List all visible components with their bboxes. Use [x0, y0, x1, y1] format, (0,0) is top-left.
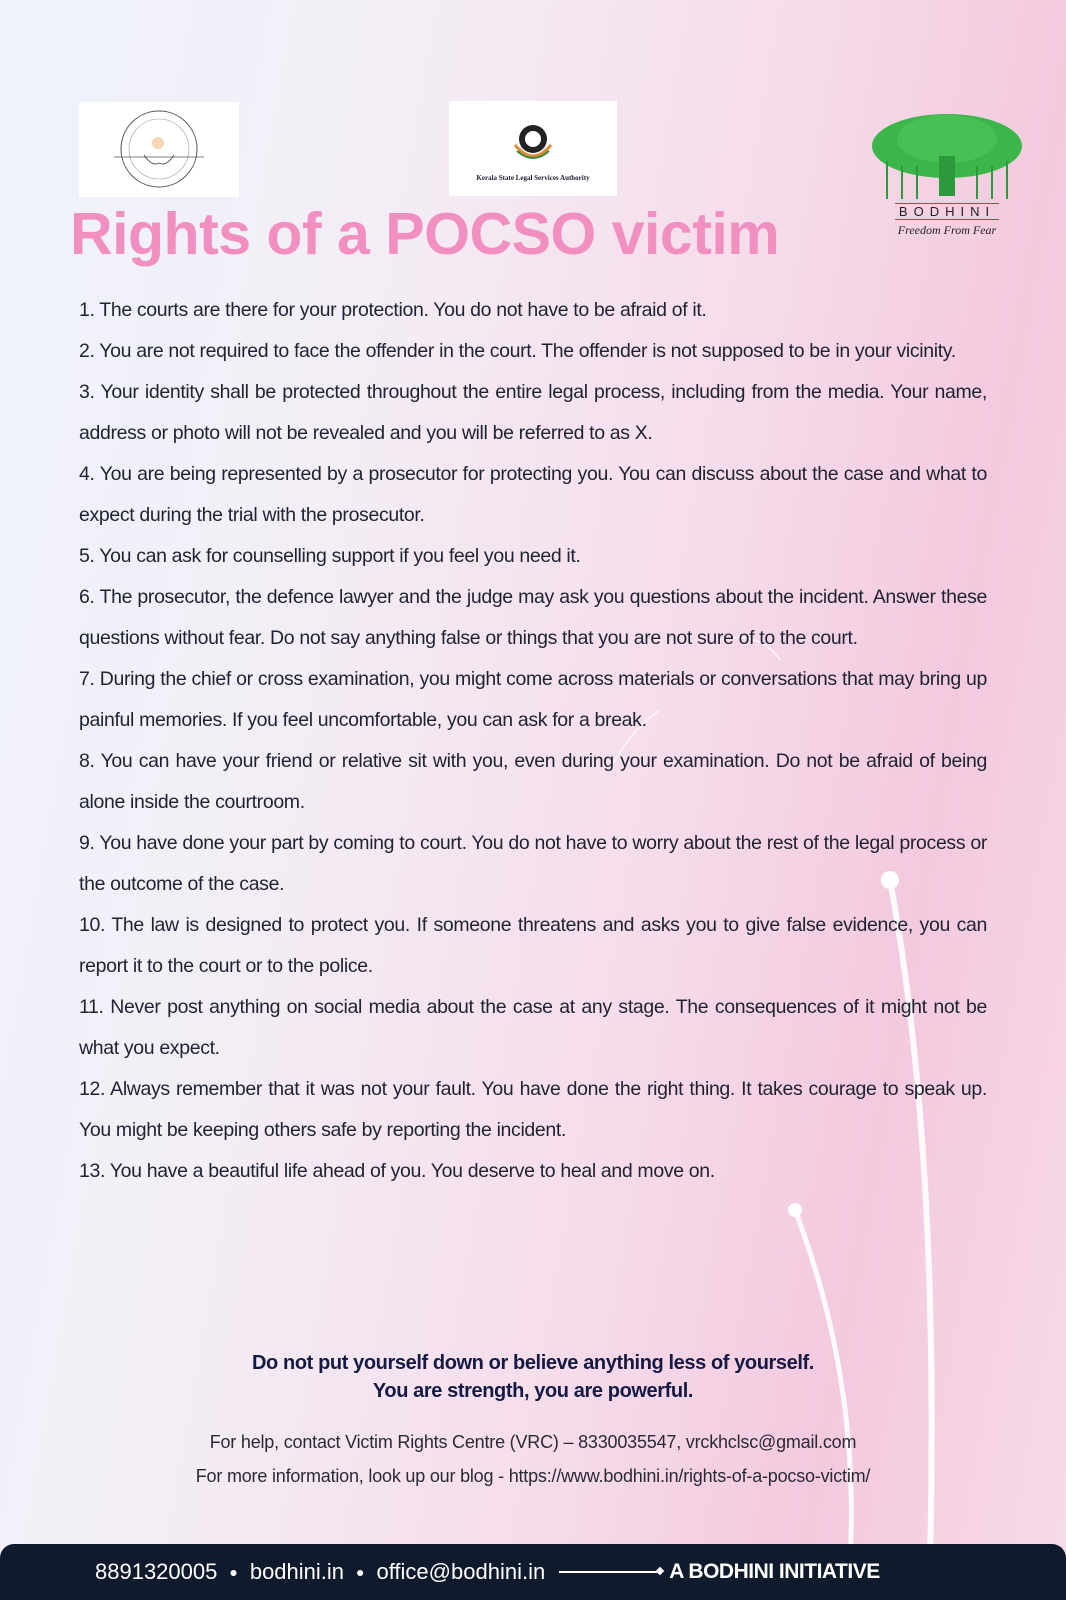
separator-dot: ●	[356, 1564, 365, 1580]
bodhini-wordmark: BODHINI	[895, 203, 999, 220]
bodhini-tagline: Freedom From Fear	[897, 222, 997, 237]
footer-email[interactable]: office@bodhini.in	[376, 1559, 546, 1584]
kelsa-logo	[449, 101, 617, 196]
footer-phone[interactable]: 8891320005	[95, 1559, 218, 1584]
right-item: 11. Never post anything on social media about the case at any stage. The consequences of it might not be what you expect.	[79, 996, 987, 1059]
right-item: 5. You can ask for counselling support if you feel you need it.	[79, 545, 581, 567]
rights-list	[79, 290, 987, 1192]
blog-link[interactable]: For more information, look up our blog - https://www.bodhini.in/rights-of-a-pocso-victim/	[195, 1466, 871, 1486]
bodhini-logo	[862, 104, 1032, 244]
right-item: 3. Your identity shall be protected throughout the entire legal process, including from the media. Your name, address or photo will not be revealed and you will be referred to as X.	[79, 381, 987, 444]
footer-bar	[0, 1544, 1066, 1600]
right-item: 9. You have done your part by coming to court. You do not have to worry about the rest of the legal process or the outcome of the case.	[79, 832, 987, 895]
right-item: 7. During the chief or cross examination, you might come across materials or conversations that may bring up painful memories. If you feel uncomfortable, you can ask for a break.	[79, 668, 987, 731]
right-item: 8. You can have your friend or relative sit with you, even during your examination. Do not be afraid of being alone inside the courtroom.	[79, 750, 987, 813]
vrc-emblem-icon	[112, 107, 207, 192]
victim-rights-centre-logo	[79, 102, 239, 197]
right-item: 1. The courts are there for your protection. You do not have to be afraid of it.	[79, 299, 707, 321]
right-item: 4. You are being represented by a prosecutor for protecting you. You can discuss about the case and what to expect during the trial with the prosecutor.	[79, 463, 987, 526]
right-item: 6. The prosecutor, the defence lawyer and the judge may ask you questions about the incident. Answer these questions without fear. Do not say anything false or things that you are not sure of to the court.	[79, 586, 987, 649]
separator-dot: ●	[229, 1564, 238, 1580]
closing-line-1: Do not put yourself down or believe anything less of yourself.	[252, 1352, 814, 1374]
page-title: Rights of a POCSO victim	[70, 201, 780, 267]
initiative-label: A BODHINI INITIATIVE	[669, 1560, 880, 1583]
right-item: 10. The law is designed to protect you. If someone threatens and asks you to give false evidence, you can report it to the court or to the police.	[79, 914, 987, 977]
right-item: 13. You have a beautiful life ahead of you. You deserve to heal and move on.	[79, 1160, 715, 1182]
right-item: 12. Always remember that it was not your fault. You have done the right thing. It takes courage to speak up. You might be keeping others safe by reporting the incident.	[79, 1078, 987, 1141]
help-contact: For help, contact Victim Rights Centre (VRC) – 8330035547, vrckhclsc@gmail.com	[209, 1432, 857, 1452]
right-item: 2. You are not required to face the offender in the court. The offender is not supposed to be in your vicinity.	[79, 340, 956, 362]
closing-line-2: You are strength, you are powerful.	[372, 1380, 694, 1402]
arrow-icon	[559, 1571, 659, 1573]
kelsa-name: Kerala State Legal Services Authority	[476, 174, 590, 182]
footer-website[interactable]: bodhini.in	[249, 1559, 345, 1584]
banyan-tree-icon	[867, 111, 1027, 201]
ashoka-chakra-emblem-icon	[503, 115, 563, 170]
